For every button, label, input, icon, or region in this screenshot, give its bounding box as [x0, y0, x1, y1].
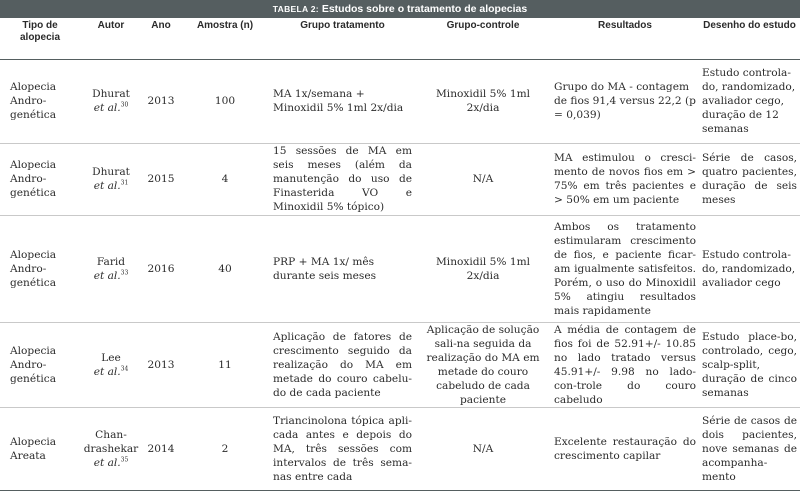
autor-name: Farid: [96, 255, 126, 268]
table-title: [0, 0, 800, 18]
table-title-prefix: TABELA 2:: [272, 4, 319, 14]
cell-tipo: Alopecia Andro-genética: [0, 59, 80, 143]
cell-tipo: Alopecia Andro-genética: [0, 143, 80, 215]
cell-tipo: Alopecia Areata: [0, 407, 80, 490]
cell-controle: Aplicação de solução sali-na seguida da realização do MA em metade do couro cabeludo de cada paciente: [415, 322, 551, 407]
cell-resultados: Excelente restauração do crescimento capilar: [551, 407, 699, 490]
cell-autor: [80, 322, 142, 407]
cell-resultados: Grupo do MA - contagem de fios 91,4 versus 22,2 (p = 0,039): [551, 59, 699, 143]
autor-ref: 33: [120, 268, 129, 276]
cell-desenho: Série de casos, quatro pacientes, duração de seis meses: [699, 143, 800, 215]
autor-name: Dhurat: [92, 88, 130, 100]
cell-ano: 2015: [142, 143, 180, 215]
autor-etal: et al.: [93, 456, 121, 469]
header-row: [0, 18, 800, 59]
header-autor: Autor: [80, 18, 142, 59]
table-row: [0, 407, 800, 490]
table-row: [0, 59, 800, 143]
header-ano: Ano: [142, 18, 180, 59]
autor-ref: 31: [120, 179, 129, 187]
header-resultados: Resultados: [551, 18, 699, 59]
cell-ano: 2016: [142, 215, 180, 322]
cell-desenho: Estudo place-bo, controlado, cego, scalp-split, duração de cinco semanas: [699, 322, 800, 407]
autor-name: Chan-drashekar: [83, 428, 139, 455]
cell-controle: N/A: [415, 407, 551, 490]
table-row: [0, 322, 800, 407]
cell-amostra: 2: [180, 407, 270, 490]
header-controle: Grupo-controle: [415, 18, 551, 59]
cell-amostra: 11: [180, 322, 270, 407]
cell-resultados: MA estimulou o cresci-mento de novos fios em > 75% em três pacientes e > 50% em um paciente: [551, 143, 699, 215]
autor-name: Lee: [101, 351, 121, 364]
autor-ref: 35: [120, 455, 129, 463]
cell-tratamento: Triancinolona tópica apli-cada antes e depois do MA, três sessões com intervalos de três sema-nas entre cada: [270, 407, 415, 490]
cell-autor: [80, 215, 142, 322]
autor-etal: et al.: [93, 269, 121, 282]
table-title-text: Estudos sobre o tratamento de alopecias: [321, 3, 528, 15]
autor-etal: et al.: [93, 365, 121, 378]
cell-amostra: 4: [180, 143, 270, 215]
cell-tratamento: Aplicação de fatores de crescimento seguido da realização do MA em metade do couro cabelu-do de cada paciente: [270, 322, 415, 407]
cell-amostra: 40: [180, 215, 270, 322]
cell-autor: [80, 143, 142, 215]
cell-autor: [80, 407, 142, 490]
header-desenho: Desenho do estudo: [699, 18, 800, 59]
table-row: [0, 215, 800, 322]
header-tipo: Tipo de alopecia: [0, 18, 80, 59]
cell-resultados: Ambos os tratamento estimularam crescimento de fios, e paciente ficar-am igualmente satisfeitos. Porém, o uso do Minoxidil 5% atingiu resultados mais rapidamente: [551, 215, 699, 322]
cell-desenho: Estudo controla-do, randomizado, avaliador cego, duração de 12 semanas: [699, 59, 800, 143]
header-amostra: Amostra (n): [180, 18, 270, 59]
autor-ref: 30: [120, 101, 129, 109]
cell-ano: 2014: [142, 407, 180, 490]
cell-tratamento: PRP + MA 1x/ mês durante seis meses: [270, 215, 415, 322]
cell-resultados: A média de contagem de fios foi de 52.91+/- 10.85 no lado tratado versus 45.91+/- 9.98 no lado-con-trole do couro cabeludo: [551, 322, 699, 407]
header-tratamento: Grupo tratamento: [270, 18, 415, 59]
cell-tipo: Alopecia Andro-genética: [0, 215, 80, 322]
autor-name: Dhurat: [92, 166, 130, 178]
cell-desenho: Estudo controla-do, randomizado, avaliador cego: [699, 215, 800, 322]
cell-tipo: Alopecia Andro-genética: [0, 322, 80, 407]
cell-controle: Minoxidil 5% 1ml 2x/dia: [415, 215, 551, 322]
cell-ano: 2013: [142, 59, 180, 143]
table-row: [0, 143, 800, 215]
cell-controle: Minoxidil 5% 1ml 2x/dia: [415, 59, 551, 143]
cell-autor: [80, 59, 142, 143]
studies-table: [0, 18, 800, 491]
cell-amostra: 100: [180, 59, 270, 143]
cell-tratamento: MA 1x/semana + Minoxidil 5% 1ml 2x/dia: [270, 59, 415, 143]
autor-ref: 34: [120, 364, 129, 372]
cell-desenho: Série de casos de dois pacientes, nove semanas de acompanha-mento: [699, 407, 800, 490]
cell-tratamento: 15 sessões de MA em seis meses (além da manutenção do uso de Finasterida VO e Minoxidil 5% tópico): [270, 143, 415, 215]
autor-etal: et al.: [93, 102, 121, 114]
cell-controle: N/A: [415, 143, 551, 215]
autor-etal: et al.: [93, 180, 121, 192]
cell-ano: 2013: [142, 322, 180, 407]
